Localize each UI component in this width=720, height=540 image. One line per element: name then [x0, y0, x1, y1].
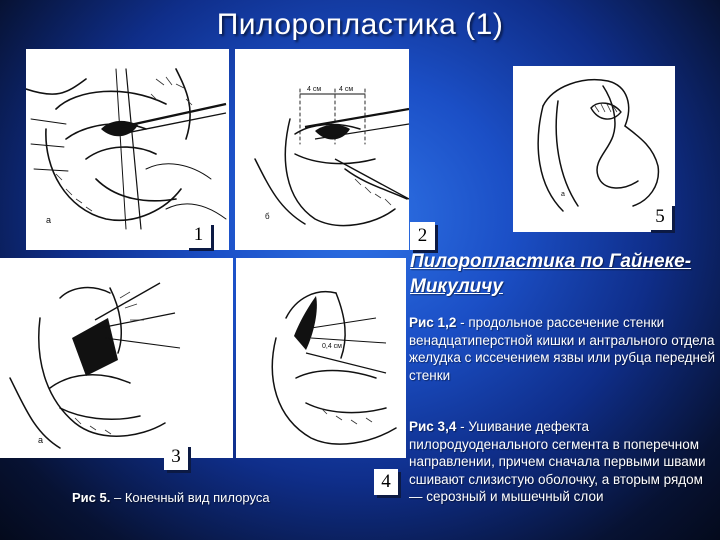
figure-4-drawing: [236, 258, 406, 458]
figure-2-letter: б: [265, 212, 270, 221]
description-fig-1-2-text: - продольное рассечение стенки венадцатиперстной кишки и антрального отдела желудка с иссечением язвы или рубца передней стенки: [409, 315, 716, 383]
figure-3-drawing: [0, 258, 233, 458]
figure-4-panel: [236, 258, 406, 458]
figure-4-measure: 0,4 см: [322, 343, 342, 350]
figure-2-drawing: [235, 49, 409, 250]
description-fig-1-2-label: Рис 1,2: [409, 315, 457, 330]
figure-1-number: 1: [186, 222, 211, 248]
description-fig-3-4-label: Рис 3,4: [409, 419, 457, 434]
description-fig-3-4-text: - Ушивание дефекта пилородуоденального сегмента в поперечном направлении, причем сначала первыми швами сшивают слизистую оболочку, а вторым рядом — серозный и мышечный слои: [409, 419, 706, 504]
figure-3-panel: [0, 258, 233, 458]
caption-fig-5-text: – Конечный вид пилоруса: [110, 490, 270, 505]
caption-fig-5: [72, 490, 270, 505]
figure-2-measure-left: 4 см: [307, 86, 322, 93]
description-fig-1-2: [409, 314, 717, 384]
figure-2-number: 2: [410, 222, 435, 250]
figure-3-number: 3: [164, 444, 188, 470]
method-subtitle: Пилоропластика по Гайнеке-Микуличу: [410, 251, 692, 297]
description-fig-3-4: [409, 418, 717, 506]
figure-1-panel: [26, 49, 229, 250]
figure-2-panel: [235, 49, 409, 250]
figure-2-measure-right: 4 см: [339, 86, 354, 93]
slide-title: Пилоропластика (1): [216, 8, 504, 41]
figure-1-drawing: [26, 49, 229, 250]
figure-5-letter: а: [561, 191, 565, 198]
figure-3-letter: а: [38, 435, 44, 445]
caption-fig-5-label: Рис 5.: [72, 490, 111, 505]
figure-4-number: 4: [374, 469, 398, 495]
figure-5-number: 5: [648, 203, 672, 230]
figure-1-letter: а: [46, 215, 52, 225]
